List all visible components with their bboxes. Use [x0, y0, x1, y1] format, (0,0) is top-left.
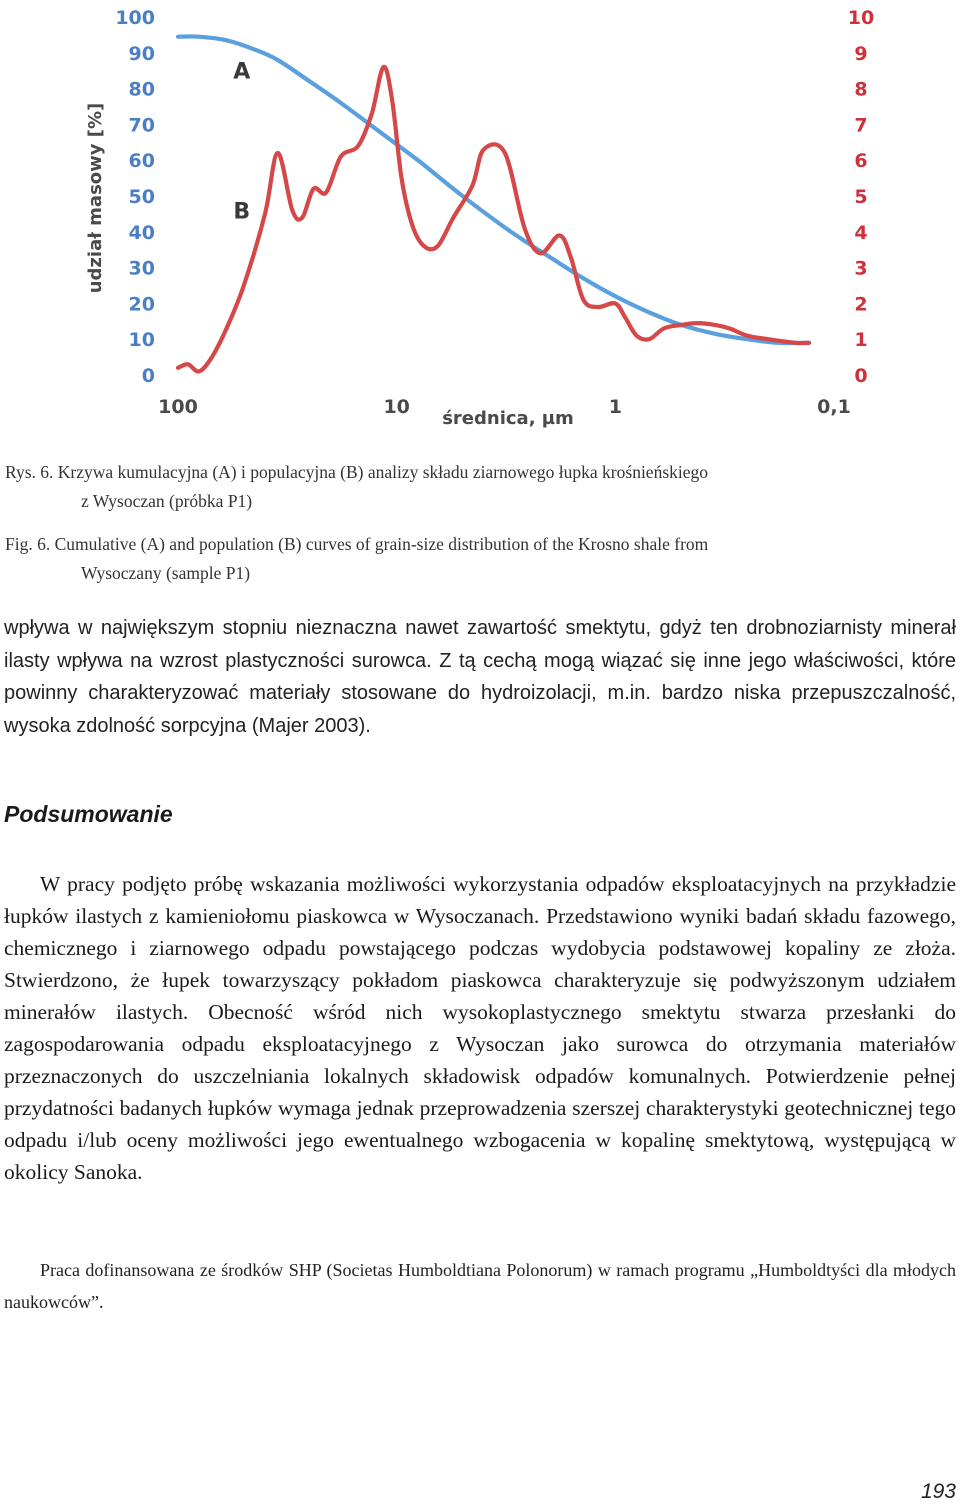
- x-tick-label: 100: [158, 396, 198, 418]
- y-tick-label-right: 5: [854, 186, 868, 208]
- y-tick-label-right: 0: [854, 365, 868, 387]
- y-tick-label-right: 10: [847, 7, 875, 29]
- x-tick-label: 10: [383, 396, 410, 418]
- chart-annotations: [233, 60, 250, 225]
- y-tick-label-left: 20: [128, 293, 155, 316]
- y-tick-label-left: 40: [128, 221, 155, 244]
- caption-text-pl-line1: Krzywa kumulacyjna (A) i populacyjna (B) analizy składu ziarnowego łupka krośnieńskiego: [57, 462, 709, 482]
- y-tick-label-right: 3: [854, 257, 868, 280]
- y-tick-label-left: 10: [128, 329, 155, 352]
- summary-paragraph: W pracy podjęto próbę wskazania możliwości wykorzystania odpadów eksploatacyjnych na przykładzie łupków ilastych z kamieniołomu piaskowca w Wysoczanach. Przedstawiono wyniki badań składu fazowego, chemicznego i ziarnowego odpadu powstającego podczas wydobycia podstawowej kopaliny ze złoża. Stwierdzono, że łupek towarzyszący pokładom piaskowca charakteryzuje się podwyższonym udziałem minerałów ilastych. Obecność wśród nich wysokoplastycznego smektytu stwarza przesłanki do zagospodarowania odpadu eksploatacyjnego z Wysoczan jako surowca do otrzymania materiałów przeznaczonych do uszczelniania lokalnych składowisk odpadów komunalnych. Potwierdzenie pełnej przydatności badanych łupków wymaga jednak przeprowadzenia szerszej charakterystyki geotechnicznej tego odpadu i/lub oceny możliwości jego ewentualnego wzbogacenia w kopalinę smektytową, występującą w okolicy Sanoka.: [4, 872, 956, 1184]
- y-tick-label-left: 80: [128, 78, 155, 101]
- grain-size-chart: [0, 0, 960, 445]
- page-number: 193: [920, 1480, 956, 1503]
- y-tick-label-right: 9: [854, 42, 868, 65]
- acknowledgement-note: Praca dofinansowana ze środków SHP (Societas Humboldtiana Polonorum) w ramach programu „Humboldtyści dla młodych naukowców”.: [4, 1260, 956, 1312]
- curve-label-a: A: [233, 59, 251, 85]
- y-axis-ticks-left: [115, 7, 155, 387]
- x-tick-label: 1: [608, 396, 622, 418]
- y-axis-label: udział masowy [%]: [85, 102, 106, 294]
- chart-series: [178, 36, 809, 371]
- x-tick-label: 0,1: [817, 396, 851, 418]
- series-line-a: [178, 36, 809, 343]
- figure-caption-english: [5, 530, 885, 588]
- y-tick-label-left: 100: [115, 7, 155, 29]
- caption-text-en-line2: Wysoczany (sample P1): [81, 563, 251, 583]
- y-tick-label-left: 60: [128, 150, 155, 173]
- y-tick-label-right: 6: [854, 150, 868, 173]
- y-tick-label-right: 7: [854, 114, 868, 137]
- x-axis-label: średnica, µm: [442, 408, 574, 429]
- y-tick-label-left: 30: [128, 257, 155, 280]
- y-tick-label-right: 2: [854, 293, 868, 316]
- curve-label-b: B: [233, 199, 251, 225]
- caption-text-en-line1: Cumulative (A) and population (B) curves of grain-size distribution of the Krosno shale from: [54, 534, 709, 554]
- y-axis-ticks-right: [848, 7, 874, 387]
- y-tick-label-right: 1: [854, 329, 868, 352]
- y-tick-label-left: 70: [128, 114, 155, 137]
- y-tick-label-right: 8: [854, 78, 868, 101]
- caption-label-pl: Rys. 6.: [5, 462, 54, 482]
- y-tick-label-left: 50: [128, 186, 155, 208]
- caption-label-en: Fig. 6.: [5, 534, 51, 554]
- figure-caption-polish: [5, 458, 885, 516]
- y-tick-label-right: 4: [854, 221, 868, 244]
- y-tick-label-left: 90: [128, 42, 155, 65]
- section-heading: Podsumowanie: [4, 801, 173, 827]
- body-paragraph-1: wpływa w największym stopniu nieznaczna nawet zawartość smektytu, gdyż ten drobnoziarnisty minerał ilasty wpływa na wzrost plastyczności surowca. Z tą cechą mogą wiązać się inne jego właściwości, które powinny charakteryzować materiały stosowane do hydroizolacji, m.in. bardzo niska przepuszczalność, wysoka zdolność sorpcyjna (Majer 2003).: [4, 617, 956, 738]
- y-tick-label-left: 0: [141, 365, 155, 387]
- caption-text-pl-line2: z Wysoczan (próbka P1): [81, 491, 253, 511]
